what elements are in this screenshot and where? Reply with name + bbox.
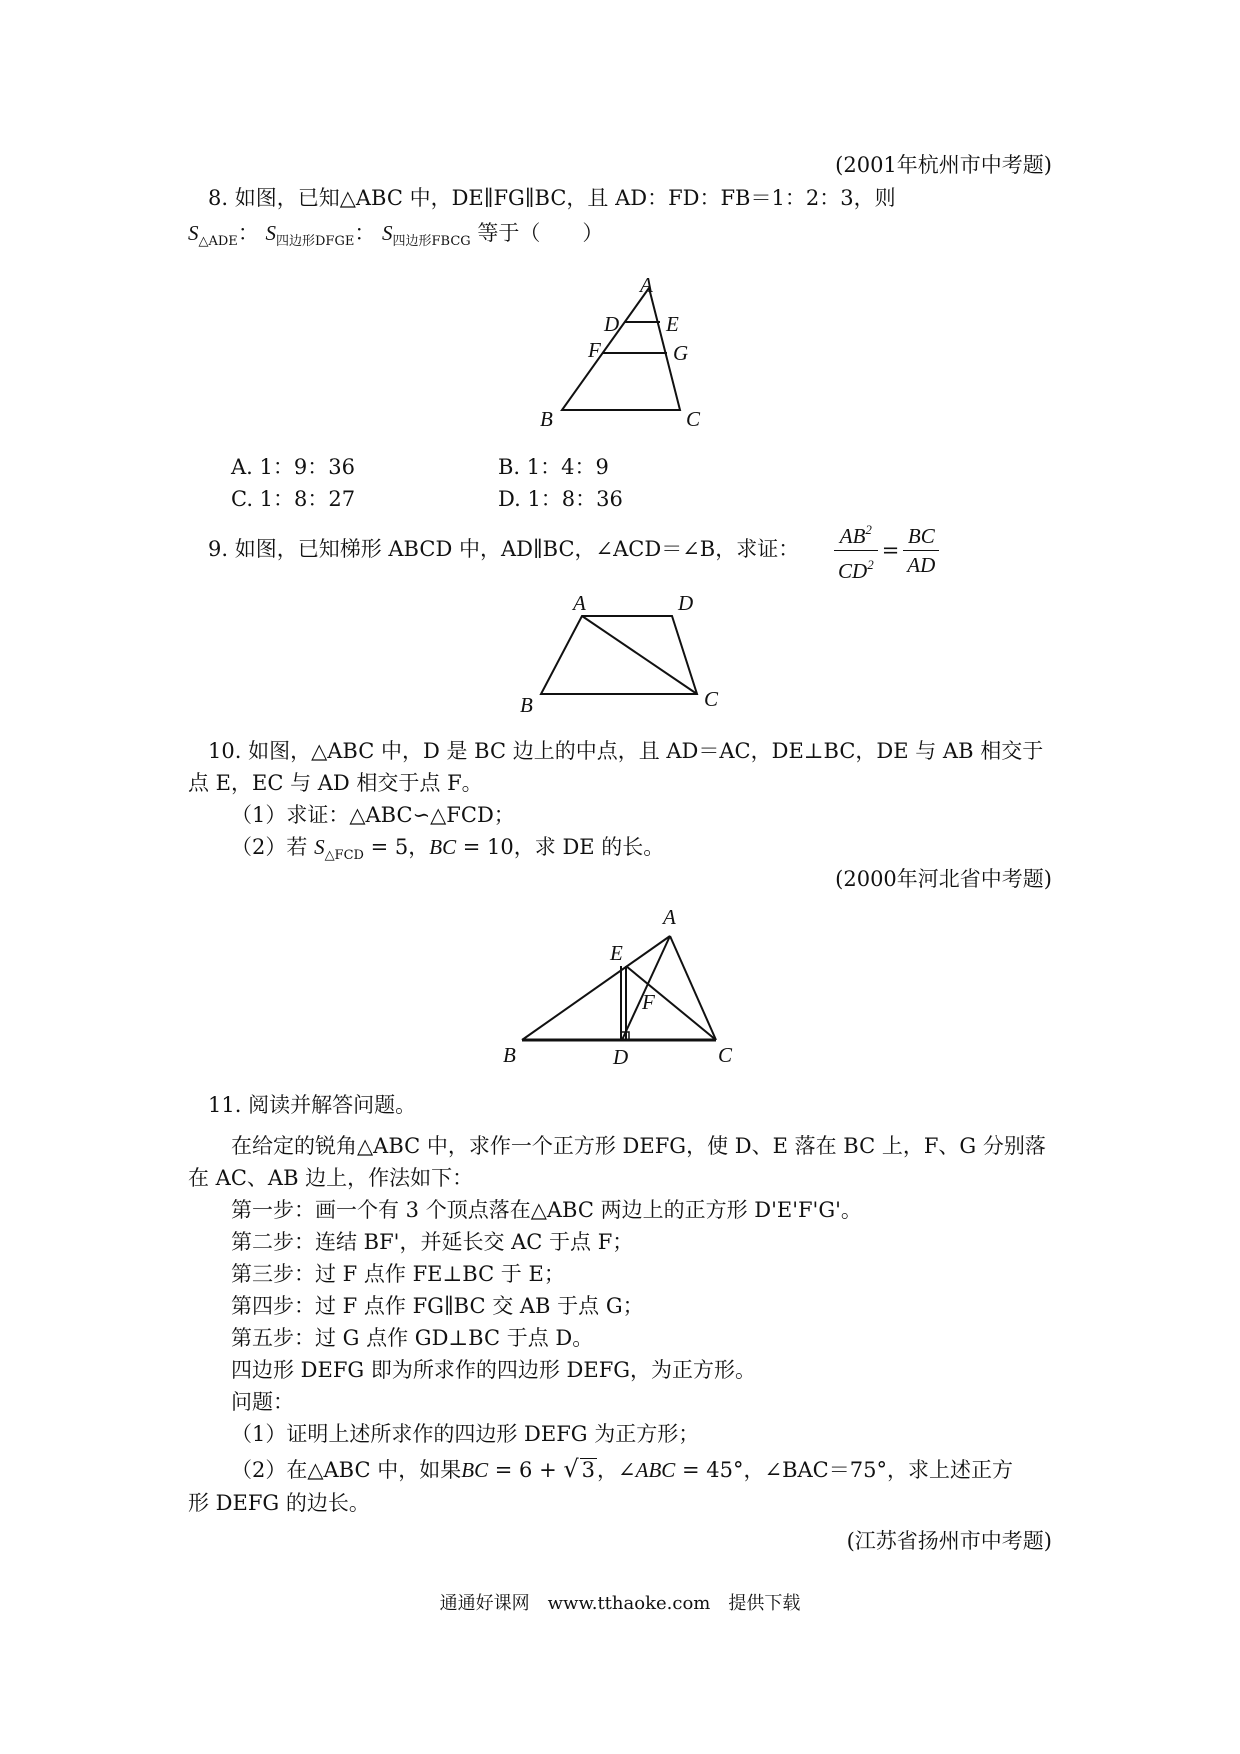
q11-step5: 第五步：过 G 点作 GD⊥BC 于点 D。 bbox=[231, 1326, 594, 1350]
label-e: E bbox=[610, 941, 623, 965]
q10-text-line2: 点 E，EC 与 AD 相交于点 F。 bbox=[188, 771, 483, 795]
q9-text: 9. 如图，已知梯形 ABCD 中，AD∥BC，∠ACD＝∠B，求证： bbox=[208, 537, 800, 561]
sqrt-radicand: 3 bbox=[581, 1458, 596, 1482]
q11-part1: （1）证明上述所求作的四边形 DEFG 为正方形； bbox=[231, 1422, 700, 1446]
label-c: C bbox=[686, 407, 701, 431]
q11-title: 11. 阅读并解答问题。 bbox=[208, 1093, 417, 1117]
equals-45-deg: = 45° bbox=[675, 1458, 744, 1482]
label-f: F bbox=[642, 990, 655, 1014]
ratio-separator: ： bbox=[354, 221, 376, 245]
q11-part2-mid: ，∠BAC＝75°，求上述正方 bbox=[743, 1458, 1013, 1482]
label-a: A bbox=[573, 591, 586, 615]
q8-option-c: C. 1：8：27 bbox=[231, 487, 356, 511]
label-a: A bbox=[640, 273, 653, 297]
equals-10: = 10 bbox=[456, 835, 514, 859]
q11-part2-end: 形 DEFG 的边长。 bbox=[188, 1491, 370, 1515]
q11-line1: 在给定的锐角△ABC 中，求作一个正方形 DEFG，使 D、E 落在 BC 上，F、G 分别落 bbox=[231, 1134, 1046, 1158]
segment-ac bbox=[670, 936, 716, 1040]
label-a: A bbox=[663, 905, 676, 929]
q10-text-line1: 10. 如图，△ABC 中，D 是 BC 边上的中点，且 AD＝AC，DE⊥BC，DE 与 AB 相交于 bbox=[208, 739, 1044, 763]
label-f: F bbox=[588, 338, 601, 362]
num-ab: AB bbox=[839, 524, 866, 548]
q11-question-label: 问题： bbox=[231, 1390, 294, 1414]
label-b: B bbox=[520, 693, 533, 717]
segment-ba bbox=[522, 936, 670, 1040]
q8-option-d: D. 1：8：36 bbox=[498, 487, 623, 511]
q8-option-a: A. 1：9：36 bbox=[231, 455, 355, 479]
label-c: C bbox=[718, 1043, 733, 1067]
label-e: E bbox=[666, 312, 679, 336]
q11-part2-prefix: （2）在△ABC 中，如果 bbox=[231, 1458, 462, 1482]
equals-5: = 5， bbox=[363, 835, 430, 859]
area-symbol: S bbox=[314, 835, 325, 859]
source-note-2000: (2000年河北省中考题) bbox=[835, 867, 1052, 891]
label-g: G bbox=[673, 341, 689, 365]
label-d: D bbox=[604, 312, 620, 336]
area-subscript-dfge: 四边形DFGE bbox=[276, 234, 355, 249]
segment-bc: BC bbox=[429, 835, 457, 859]
q11-step1: 第一步：画一个有 3 个顶点落在△ABC 两边上的正方形 D'E'F'G'。 bbox=[231, 1198, 862, 1222]
area-symbol: S bbox=[265, 221, 276, 245]
label-b: B bbox=[540, 407, 553, 431]
page-footer: 通通好课网 www.tthaoke.com 提供下载 bbox=[439, 1593, 801, 1614]
q8-tail: 等于（ ） bbox=[477, 221, 604, 245]
angle-abc: ∠ABC bbox=[618, 1458, 676, 1482]
area-symbol: S bbox=[188, 221, 199, 245]
source-note-2001: (2001年杭州市中考题) bbox=[835, 153, 1052, 177]
q8-option-b: B. 1：4：9 bbox=[498, 455, 609, 479]
area-symbol: S bbox=[382, 221, 393, 245]
source-note-yangzhou: (江苏省扬州市中考题) bbox=[846, 1529, 1052, 1553]
q10-part2-tail: ，求 DE 的长。 bbox=[513, 835, 665, 859]
label-b: B bbox=[503, 1043, 516, 1067]
q8-text-line1: 8. 如图，已知△ABC 中，DE∥FG∥BC，且 AD：FD：FB＝1：2：3，则 bbox=[208, 186, 896, 210]
ratio-separator: ： bbox=[237, 221, 259, 245]
q11-conclusion: 四边形 DEFG 即为所求作的四边形 DEFG，为正方形。 bbox=[231, 1358, 757, 1382]
equals-6-plus: = 6 + bbox=[488, 1458, 564, 1482]
q11-step4: 第四步：过 F 点作 FG∥BC 交 AB 于点 G； bbox=[231, 1294, 644, 1318]
den-ad: AD bbox=[907, 553, 936, 577]
q11-part2 bbox=[231, 1454, 1013, 1485]
label-d: D bbox=[613, 1045, 629, 1069]
label-d: D bbox=[678, 591, 694, 615]
exp-2: 2 bbox=[865, 522, 872, 537]
q10-part2-prefix: （2）若 bbox=[231, 835, 308, 859]
q10-part1: （1）求证：△ABC∽△FCD； bbox=[231, 803, 515, 827]
segment-bc: BC bbox=[461, 1458, 489, 1482]
area-subscript-fcd: △FCD bbox=[324, 848, 364, 863]
area-subscript-ade: △ADE bbox=[198, 234, 238, 249]
exp-2: 2 bbox=[867, 557, 874, 572]
label-c: C bbox=[704, 687, 719, 711]
q11-step2: 第二步：连结 BF'，并延长交 AC 于点 F； bbox=[231, 1230, 634, 1254]
comma: ， bbox=[597, 1458, 619, 1482]
den-cd: CD bbox=[838, 559, 868, 583]
q11-line2: 在 AC、AB 边上，作法如下： bbox=[188, 1166, 474, 1190]
q11-step3: 第三步：过 F 点作 FE⊥BC 于 E； bbox=[231, 1262, 565, 1286]
segment-ad bbox=[622, 936, 670, 1040]
equals-sign: = bbox=[881, 538, 900, 563]
area-subscript-fbcg: 四边形FBCG bbox=[392, 234, 471, 249]
sqrt-radical-sign: √ bbox=[563, 1455, 579, 1483]
num-bc: BC bbox=[903, 522, 939, 551]
